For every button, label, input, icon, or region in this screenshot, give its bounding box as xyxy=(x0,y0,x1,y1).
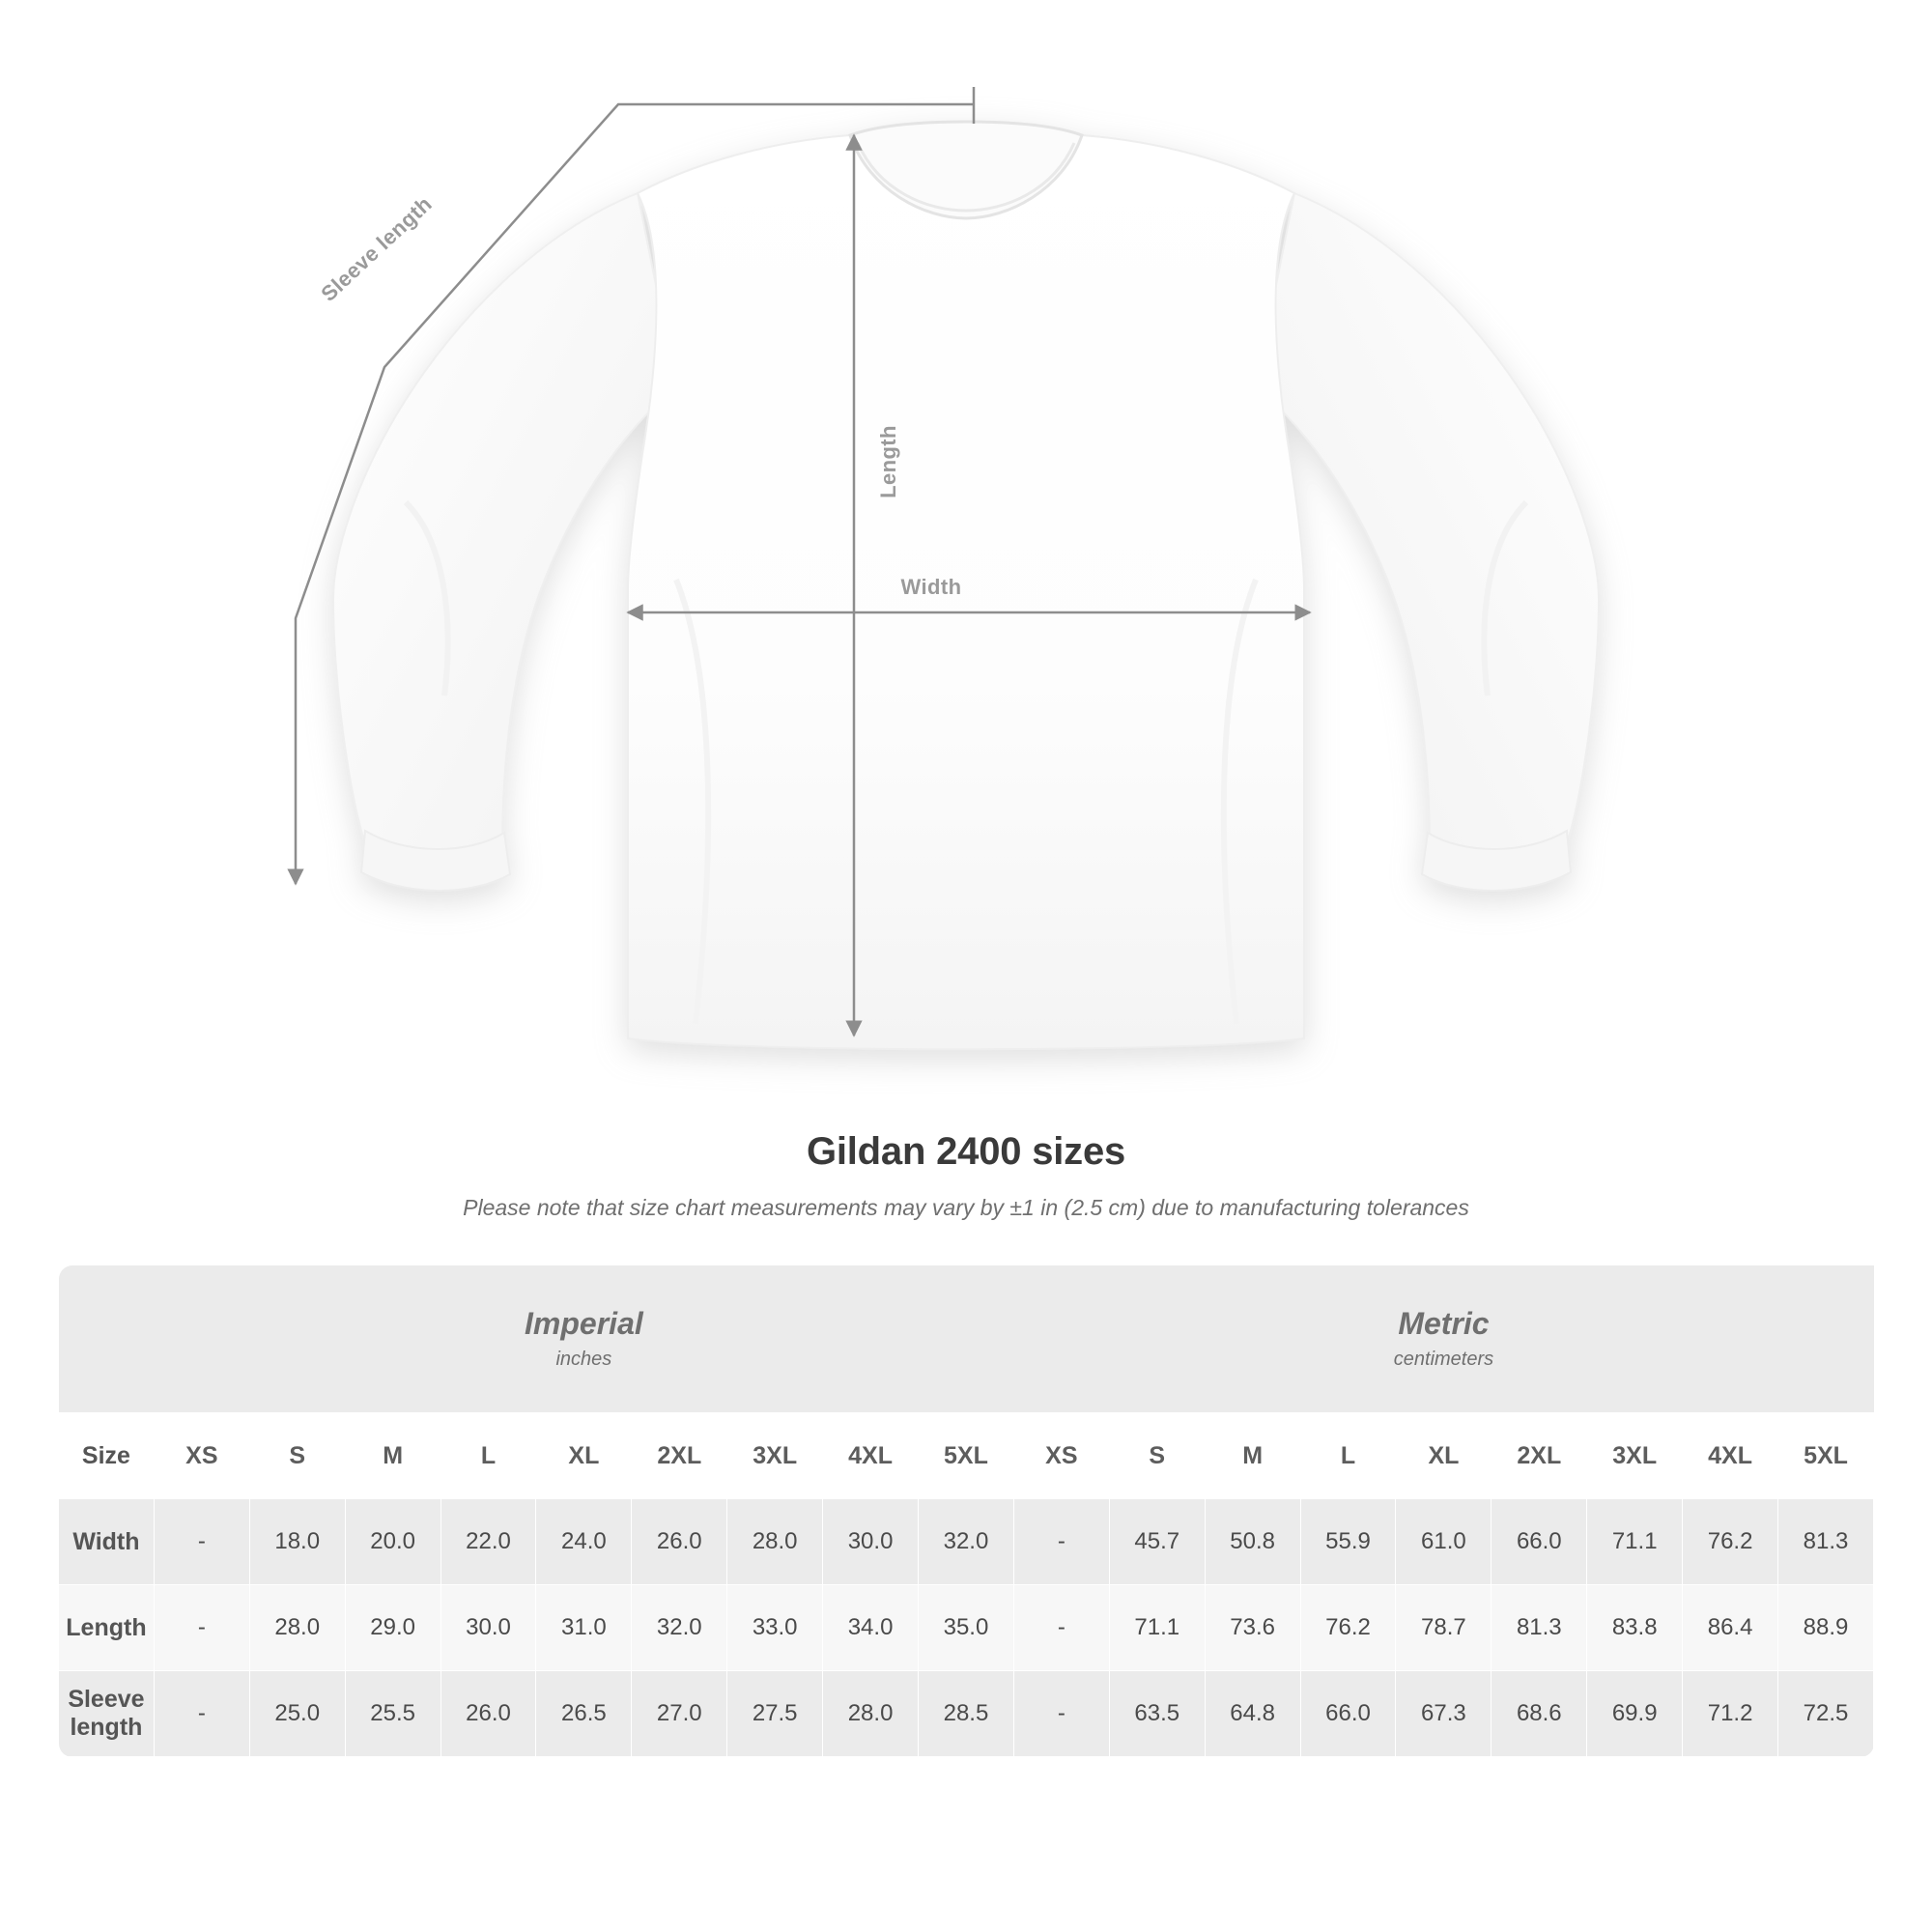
cell-sleeve-length-5xl-imperial: 28.5 xyxy=(919,1671,1014,1757)
cell-length-xs-imperial: - xyxy=(154,1585,249,1671)
column-header-3xl-metric: 3XL xyxy=(1587,1413,1683,1499)
unit-group-imperial-sub: inches xyxy=(555,1348,612,1370)
cell-sleeve-length-xs-imperial: - xyxy=(154,1671,249,1757)
cell-length-4xl-metric: 86.4 xyxy=(1683,1585,1778,1671)
column-header-xs-imperial: XS xyxy=(154,1413,249,1499)
cell-length-m-metric: 73.6 xyxy=(1205,1585,1300,1671)
cell-sleeve-length-xl-metric: 67.3 xyxy=(1396,1671,1492,1757)
shirt-shape xyxy=(333,122,1599,1049)
cell-width-s-imperial: 18.0 xyxy=(249,1499,345,1585)
table-header-row xyxy=(59,1413,1874,1499)
cell-length-3xl-imperial: 33.0 xyxy=(727,1585,823,1671)
cell-width-l-imperial: 22.0 xyxy=(440,1499,536,1585)
unit-group-metric xyxy=(1013,1265,1873,1413)
cell-length-m-imperial: 29.0 xyxy=(345,1585,440,1671)
column-header-xs-metric: XS xyxy=(1013,1413,1109,1499)
column-header-2xl-metric: 2XL xyxy=(1492,1413,1587,1499)
cell-sleeve-length-m-imperial: 25.5 xyxy=(345,1671,440,1757)
cell-width-xs-metric: - xyxy=(1013,1499,1109,1585)
cell-sleeve-length-3xl-metric: 69.9 xyxy=(1587,1671,1683,1757)
column-header-4xl-metric: 4XL xyxy=(1683,1413,1778,1499)
cell-width-m-imperial: 20.0 xyxy=(345,1499,440,1585)
cell-sleeve-length-2xl-metric: 68.6 xyxy=(1492,1671,1587,1757)
cell-length-4xl-imperial: 34.0 xyxy=(823,1585,919,1671)
cell-width-2xl-metric: 66.0 xyxy=(1492,1499,1587,1585)
size-chart-table xyxy=(58,1265,1874,1757)
unit-group-metric-name: Metric xyxy=(1398,1305,1490,1341)
cell-sleeve-length-3xl-imperial: 27.5 xyxy=(727,1671,823,1757)
length-label: Length xyxy=(876,425,900,498)
cell-sleeve-length-s-metric: 63.5 xyxy=(1109,1671,1205,1757)
column-header-5xl-imperial: 5XL xyxy=(919,1413,1014,1499)
cell-width-4xl-imperial: 30.0 xyxy=(823,1499,919,1585)
cell-width-3xl-metric: 71.1 xyxy=(1587,1499,1683,1585)
cell-width-5xl-imperial: 32.0 xyxy=(919,1499,1014,1585)
cell-length-l-metric: 76.2 xyxy=(1300,1585,1396,1671)
cell-length-l-imperial: 30.0 xyxy=(440,1585,536,1671)
page-title: Gildan 2400 sizes xyxy=(806,1130,1126,1173)
cell-sleeve-length-s-imperial: 25.0 xyxy=(249,1671,345,1757)
cell-width-xs-imperial: - xyxy=(154,1499,249,1585)
cell-length-xl-imperial: 31.0 xyxy=(536,1585,632,1671)
cell-length-2xl-metric: 81.3 xyxy=(1492,1585,1587,1671)
cell-length-3xl-metric: 83.8 xyxy=(1587,1585,1683,1671)
column-header-xl-metric: XL xyxy=(1396,1413,1492,1499)
cell-width-5xl-metric: 81.3 xyxy=(1778,1499,1874,1585)
cell-length-s-imperial: 28.0 xyxy=(249,1585,345,1671)
column-header-xl-imperial: XL xyxy=(536,1413,632,1499)
column-header-3xl-imperial: 3XL xyxy=(727,1413,823,1499)
unit-group-imperial xyxy=(154,1265,1013,1413)
row-header-sleeve-length: Sleeve length xyxy=(59,1671,155,1757)
sleeve-length-label: Sleeve length xyxy=(316,191,437,306)
cell-width-s-metric: 45.7 xyxy=(1109,1499,1205,1585)
column-header-s-imperial: S xyxy=(249,1413,345,1499)
title-block xyxy=(0,1130,1932,1221)
cell-length-s-metric: 71.1 xyxy=(1109,1585,1205,1671)
cell-sleeve-length-xl-imperial: 26.5 xyxy=(536,1671,632,1757)
unit-group-corner xyxy=(59,1265,155,1413)
column-header-4xl-imperial: 4XL xyxy=(823,1413,919,1499)
width-label: Width xyxy=(900,575,962,599)
cell-length-xs-metric: - xyxy=(1013,1585,1109,1671)
column-header-l-metric: L xyxy=(1300,1413,1396,1499)
cell-width-xl-metric: 61.0 xyxy=(1396,1499,1492,1585)
column-header-5xl-metric: 5XL xyxy=(1778,1413,1874,1499)
tolerance-note: Please note that size chart measurements may vary by ±1 in (2.5 cm) due to manufacturing tolerances xyxy=(463,1195,1469,1220)
column-header-m-metric: M xyxy=(1205,1413,1300,1499)
cell-width-l-metric: 55.9 xyxy=(1300,1499,1396,1585)
cell-sleeve-length-xs-metric: - xyxy=(1013,1671,1109,1757)
column-header-s-metric: S xyxy=(1109,1413,1205,1499)
cell-width-3xl-imperial: 28.0 xyxy=(727,1499,823,1585)
cell-sleeve-length-4xl-imperial: 28.0 xyxy=(823,1671,919,1757)
cell-sleeve-length-l-imperial: 26.0 xyxy=(440,1671,536,1757)
column-header-2xl-imperial: 2XL xyxy=(632,1413,727,1499)
cell-sleeve-length-4xl-metric: 71.2 xyxy=(1683,1671,1778,1757)
table-row xyxy=(59,1585,1874,1671)
cell-sleeve-length-m-metric: 64.8 xyxy=(1205,1671,1300,1757)
column-header-m-imperial: M xyxy=(345,1413,440,1499)
column-header-l-imperial: L xyxy=(440,1413,536,1499)
cell-width-2xl-imperial: 26.0 xyxy=(632,1499,727,1585)
cell-sleeve-length-l-metric: 66.0 xyxy=(1300,1671,1396,1757)
column-header-size: Size xyxy=(59,1413,155,1499)
unit-group-row xyxy=(59,1265,1874,1413)
cell-sleeve-length-2xl-imperial: 27.0 xyxy=(632,1671,727,1757)
cell-length-xl-metric: 78.7 xyxy=(1396,1585,1492,1671)
table-row xyxy=(59,1671,1874,1757)
cell-width-xl-imperial: 24.0 xyxy=(536,1499,632,1585)
size-chart-table-wrapper xyxy=(58,1265,1874,1757)
unit-group-metric-sub: centimeters xyxy=(1393,1348,1494,1370)
cell-sleeve-length-5xl-metric: 72.5 xyxy=(1778,1671,1874,1757)
row-header-width: Width xyxy=(59,1499,155,1585)
cell-width-m-metric: 50.8 xyxy=(1205,1499,1300,1585)
row-header-length: Length xyxy=(59,1585,155,1671)
cell-length-2xl-imperial: 32.0 xyxy=(632,1585,727,1671)
cell-width-4xl-metric: 76.2 xyxy=(1683,1499,1778,1585)
unit-group-imperial-name: Imperial xyxy=(525,1305,643,1341)
cell-length-5xl-imperial: 35.0 xyxy=(919,1585,1014,1671)
table-row xyxy=(59,1499,1874,1585)
cell-length-5xl-metric: 88.9 xyxy=(1778,1585,1874,1671)
